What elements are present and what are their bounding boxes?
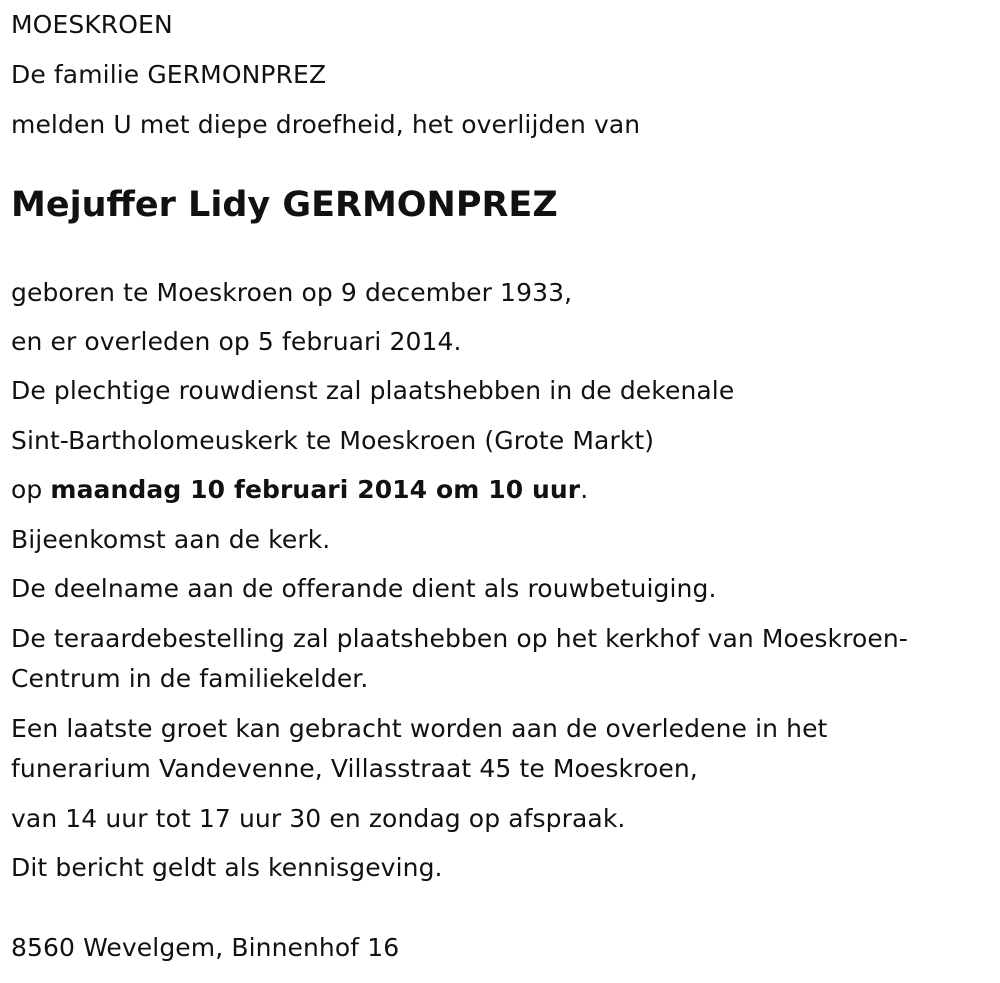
greeting-line-2: funerarium Vandevenne, Villasstraat 45 te Moeskroen, (11, 754, 698, 783)
death-line: en er overleden op 5 februari 2014. (11, 327, 462, 356)
service-line-2: Sint-Bartholomeuskerk te Moeskroen (Grote Markt) (11, 426, 655, 455)
city-heading: MOESKROEN (11, 10, 173, 39)
service-date-suffix: . (580, 475, 589, 504)
service-line-1: De plechtige rouwdienst zal plaatshebben in de dekenale (11, 376, 735, 405)
burial-line-2: Centrum in de familiekelder. (11, 664, 369, 693)
burial-line-1: De teraardebestelling zal plaatshebben op het kerkhof van Moeskroen- (11, 624, 908, 653)
service-date: maandag 10 februari 2014 om 10 uur (50, 475, 581, 504)
announcement-line: melden U met diepe droefheid, het overlijden van (11, 110, 641, 139)
greeting-line-1: Een laatste groet kan gebracht worden aan de overledene in het (11, 714, 828, 743)
notice-line: Dit bericht geldt als kennisgeving. (11, 853, 443, 882)
birth-line: geboren te Moeskroen op 9 december 1933, (11, 278, 573, 307)
meeting-line: Bijeenkomst aan de kerk. (11, 525, 331, 554)
address-line: 8560 Wevelgem, Binnenhof 16 (11, 933, 400, 962)
deceased-name: Mejuffer Lidy GERMONPREZ (11, 185, 558, 225)
offering-line: De deelname aan de offerande dient als rouwbetuiging. (11, 574, 717, 603)
hours-line: van 14 uur tot 17 uur 30 en zondag op afspraak. (11, 804, 626, 833)
service-date-prefix: op (11, 475, 51, 504)
service-date-line (11, 470, 588, 510)
family-line: De familie GERMONPREZ (11, 60, 327, 89)
